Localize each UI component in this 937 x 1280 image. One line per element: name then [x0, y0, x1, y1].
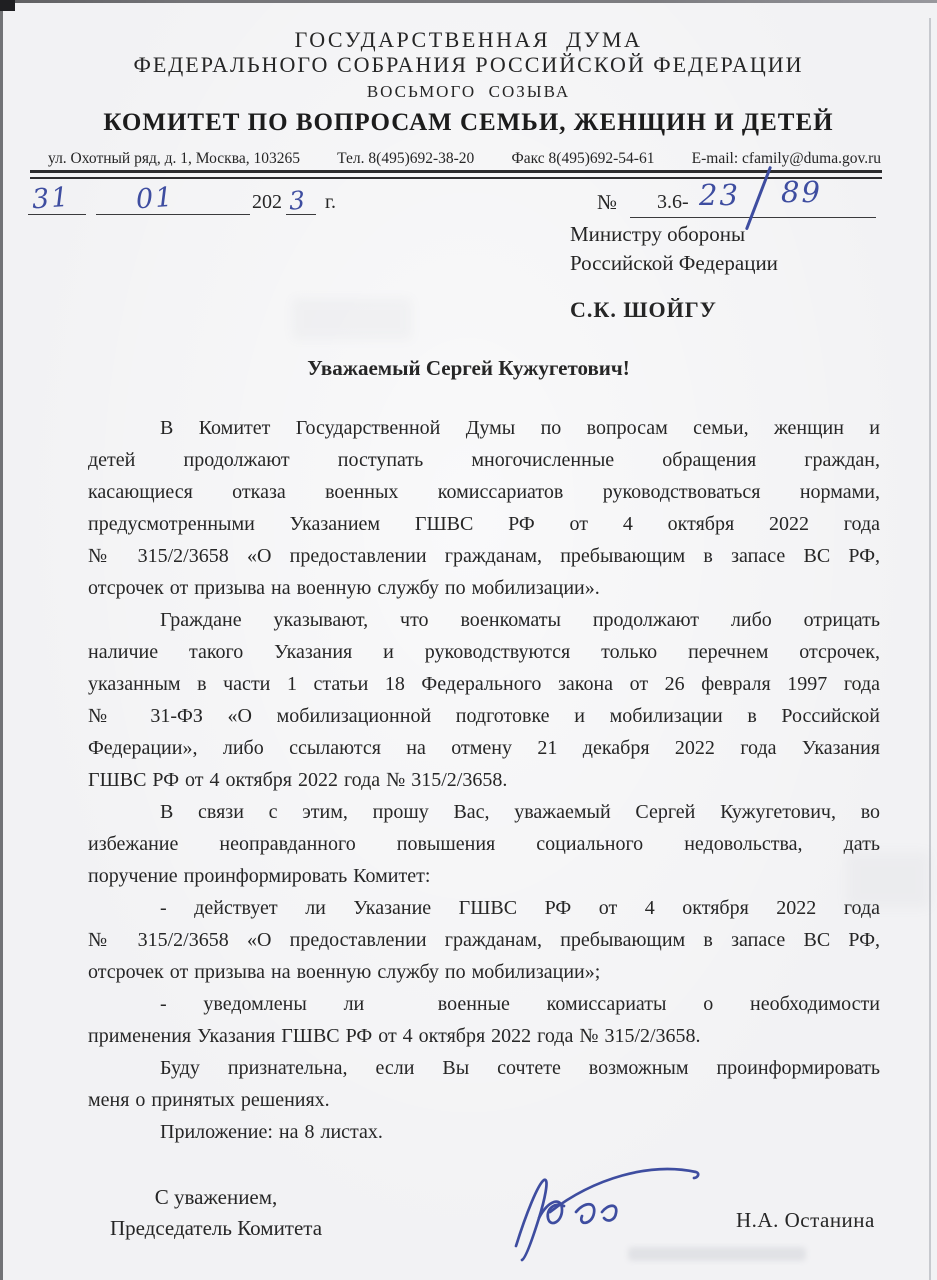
salutation: Уважаемый Сергей Кужугетович! [307, 356, 630, 380]
body-text-line: касающиеся отказа военных комиссариатов руководствоваться нормами, [88, 481, 880, 503]
handwritten-year-digit: 3 [288, 185, 308, 216]
body-text-line: В связи с этим, прошу Вас, уважаемый Сергей Кужугетович, во [160, 801, 880, 823]
date-underline-year [286, 213, 316, 215]
committee-address: ул. Охотный ряд, д. 1, Москва, 103265 [48, 150, 300, 167]
committee-phone: Тел. 8(495)692-38-20 [337, 150, 475, 167]
bleedthrough-smudge [846, 852, 930, 908]
date-underline-month [96, 213, 250, 215]
body-text-line: предусмотренными Указанием ГШВС РФ от 4 октября 2022 года [88, 513, 880, 535]
body-text-line: Приложение: на 8 листах. [160, 1121, 383, 1143]
committee-title: КОМИТЕТ ПО ВОПРОСАМ СЕМЬИ, ЖЕНЩИН И ДЕТЕЙ [103, 109, 834, 136]
bleedthrough-smudge [628, 1247, 806, 1261]
body-text-line: № 315/2/3658 «О предоставлении гражданам, пребывающим в запасе ВС РФ, [88, 929, 880, 951]
recipient-block [570, 220, 778, 278]
body-text-line: избежание неоправданного повышения социального недовольства, дать [88, 833, 880, 855]
scan-left-edge [0, 0, 3, 1280]
body-text-line: применения Указания ГШВС РФ от 4 октября 2022 года № 315/2/3658. [88, 1025, 701, 1047]
body-text-line: наличие такого Указания и руководствуются только перечнем отсрочек, [88, 641, 880, 663]
committee-fax: Факс 8(495)692-54-61 [511, 150, 655, 167]
closing-regards: С уважением, [154, 1185, 278, 1209]
date-underline-day [28, 213, 86, 215]
scan-corner-blot [0, 0, 15, 11]
handwritten-number-left: 23 [699, 178, 740, 212]
handwritten-month: 01 [134, 181, 176, 216]
letterhead-line1: ГОСУДАРСТВЕННАЯ ДУМА [294, 27, 643, 52]
scan-right-line [929, 18, 931, 1280]
body-text-line: Федерации», либо ссылаются на отмену 21 декабря 2022 года Указания [88, 737, 880, 759]
body-text-line: отсрочек от призыва на военную службу по мобилизации». [88, 577, 600, 599]
body-text-line: Граждане указывают, что военкоматы продолжают либо отрицать [160, 609, 880, 631]
letterhead-divider [30, 170, 882, 179]
year-suffix: г. [325, 191, 336, 213]
body-text-line: № 31-ФЗ «О мобилизационной подготовке и мобилизации в Российской [88, 705, 880, 727]
letter-body [88, 412, 880, 1148]
addressee-name: С.К. ШОЙГУ [570, 297, 717, 322]
body-text-line: детей продолжают поступать многочисленные обращения граждан, [88, 449, 880, 471]
number-printed: 3.6- [657, 191, 689, 213]
recipient-line1: Министру обороны [570, 222, 746, 246]
body-text-line: - действует ли Указание ГШВС РФ от 4 октября 2022 года [160, 897, 880, 919]
body-text-line: В Комитет Государственной Думы по вопросам семьи, женщин и [160, 417, 880, 439]
contact-row [48, 150, 881, 168]
letterhead-line3: ВОСЬМОГО СОЗЫВА [366, 82, 571, 101]
scan-top-edge [0, 0, 937, 3]
closing-position: Председатель Комитета [109, 1216, 323, 1240]
body-text-line: ГШВС РФ от 4 октября 2022 года № 315/2/3658. [88, 769, 508, 791]
body-text-line: указанным в части 1 статьи 18 Федерального закона от 26 февраля 1997 года [88, 673, 880, 695]
bleedthrough-smudge [292, 298, 412, 340]
committee-email: E-mail: cfamily@duma.gov.ru [691, 150, 881, 167]
year-printed: 202 [252, 191, 282, 213]
body-text-line: поручение проинформировать Комитет: [88, 865, 431, 887]
body-text-line: Буду признательна, если Вы сочтете возможным проинформировать [160, 1057, 880, 1079]
number-sign: № [597, 190, 618, 214]
body-text-line: № 315/2/3658 «О предоставлении гражданам, пребывающим в запасе ВС РФ, [88, 545, 880, 567]
recipient-line2: Российской Федерации [570, 251, 778, 275]
handwritten-number-right: 89 [781, 175, 822, 209]
body-text-line: меня о принятых решениях. [88, 1089, 330, 1111]
body-text-line: - уведомлены ли военные комиссариаты о необходимости [160, 993, 880, 1015]
number-underline [630, 216, 876, 218]
body-text-line: отсрочек от призыва на военную службу по мобилизации»; [88, 961, 601, 983]
letterhead-line2: ФЕДЕРАЛЬНОГО СОБРАНИЯ РОССИЙСКОЙ ФЕДЕРАЦИИ [133, 52, 804, 77]
closing-block [80, 1182, 352, 1244]
handwritten-day: 31 [30, 181, 72, 216]
signer-name: Н.А. Останина [736, 1208, 875, 1232]
